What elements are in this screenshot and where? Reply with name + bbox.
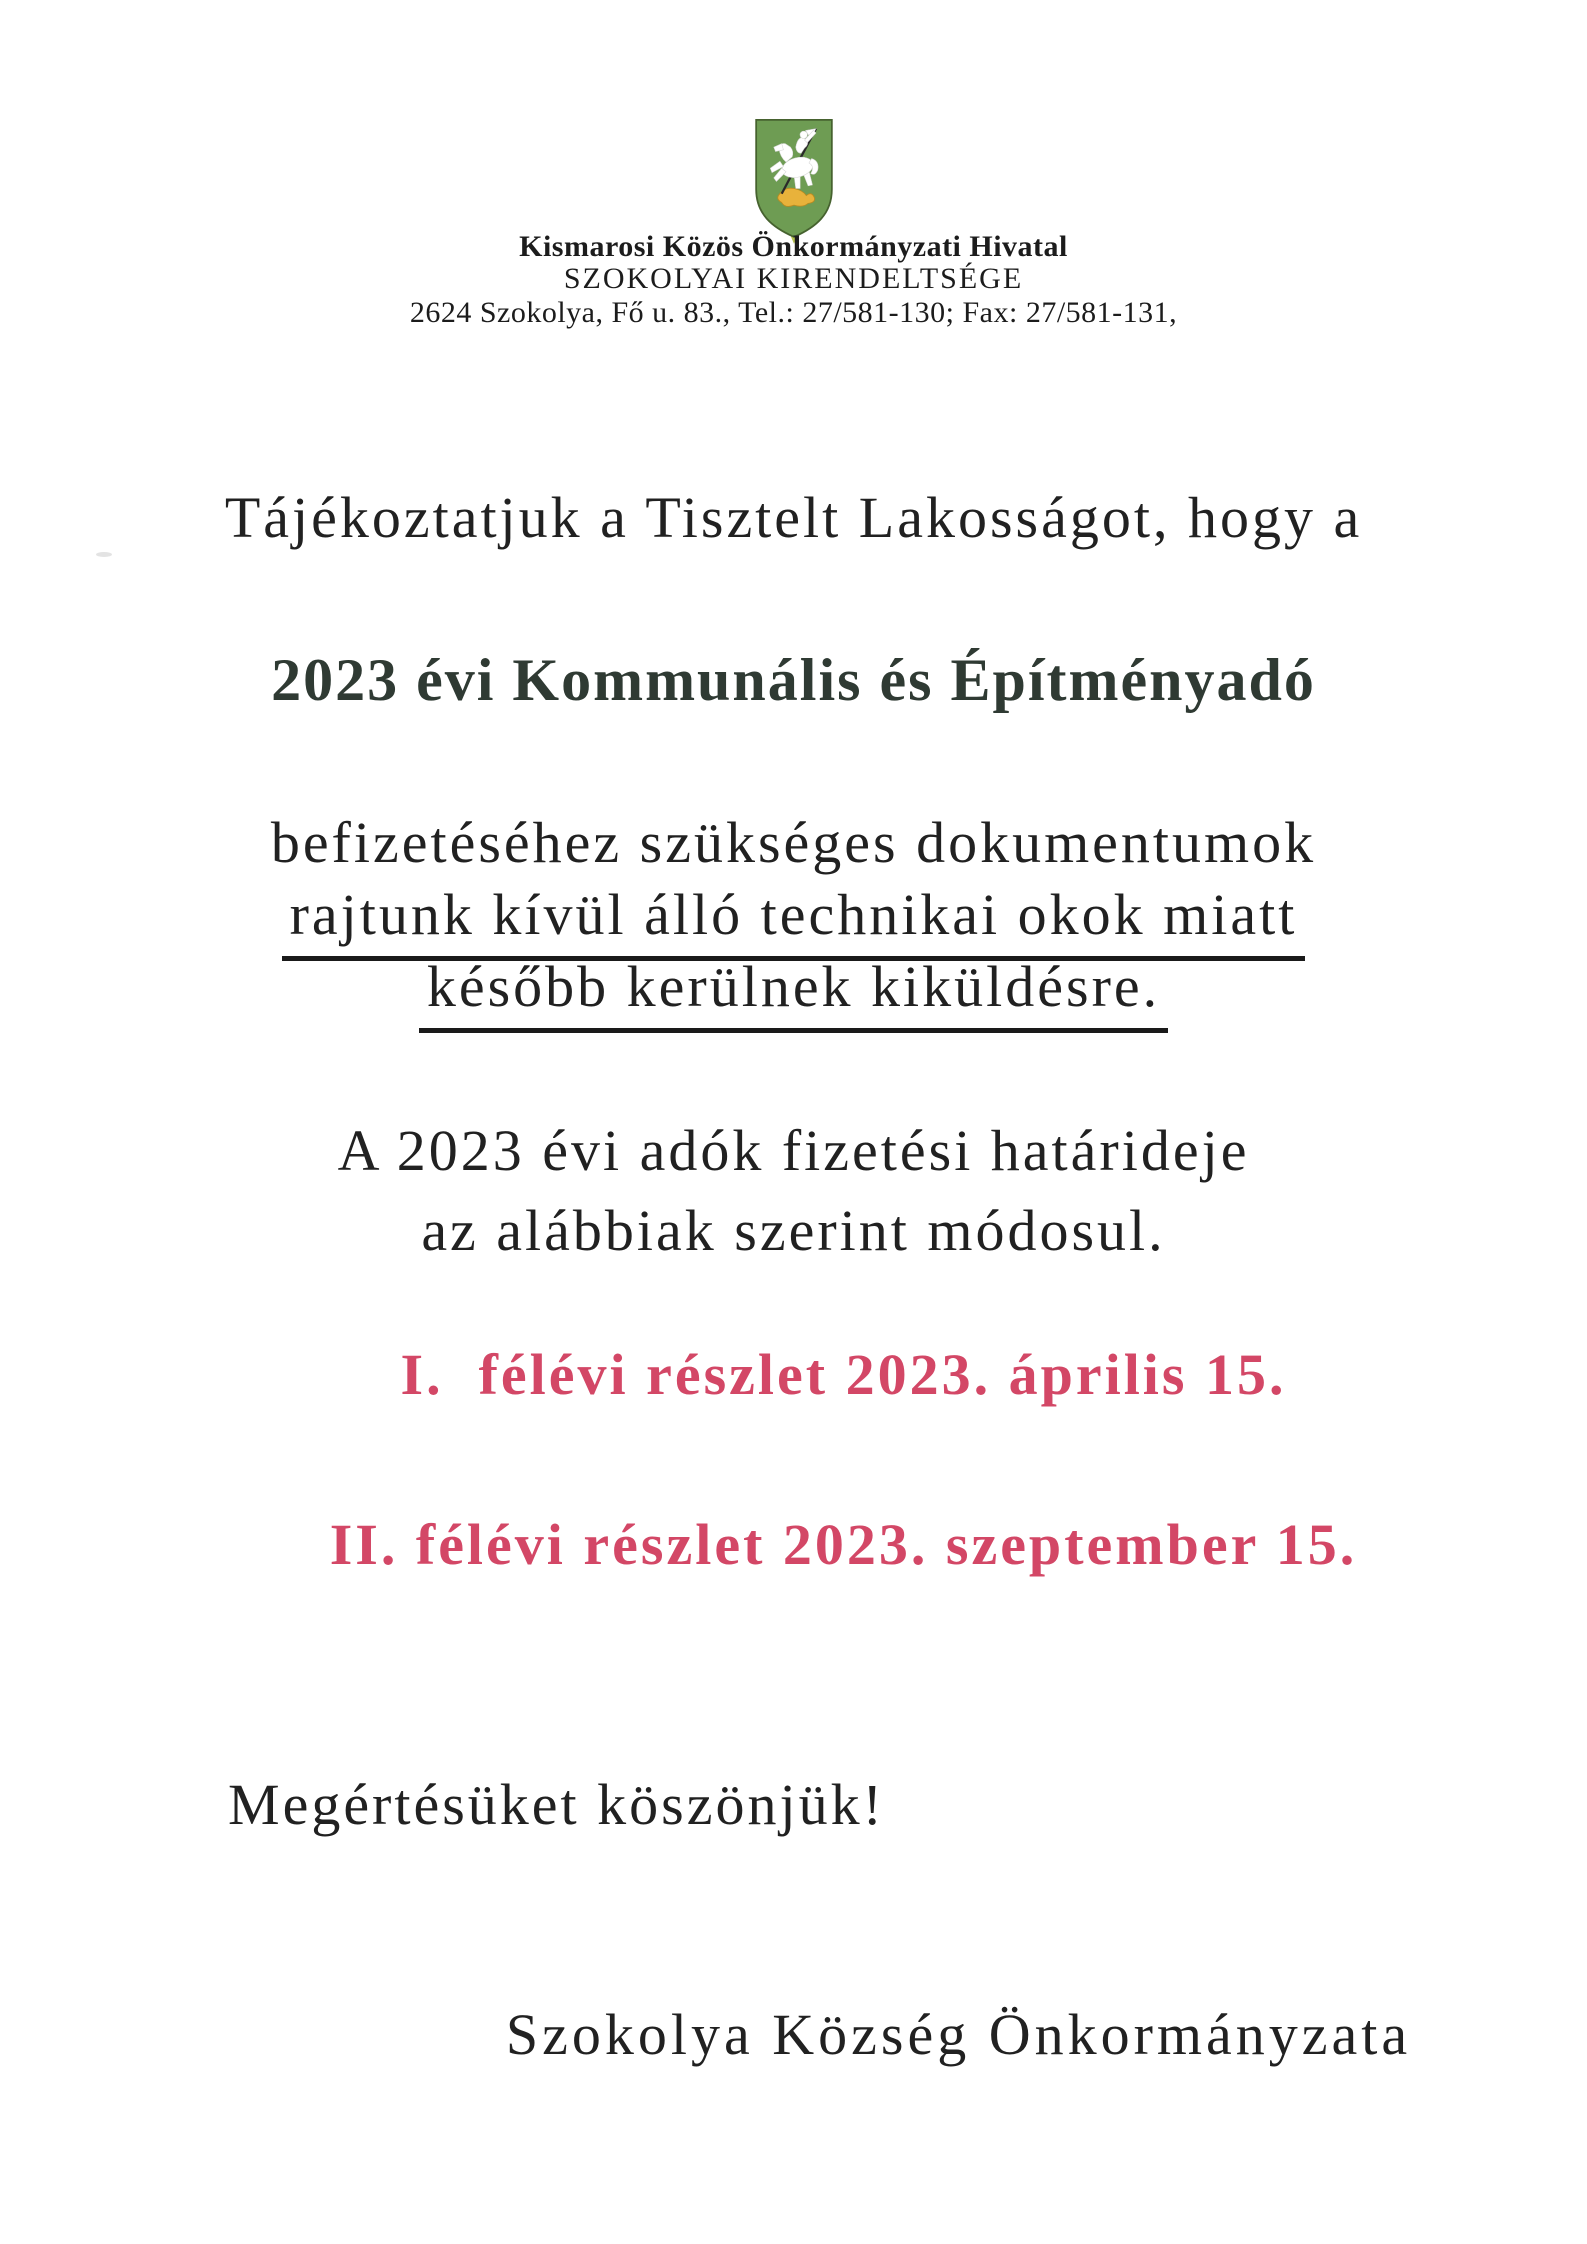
underlined-text-2: később kerülnek kiküldésre.	[419, 957, 1168, 1033]
paragraph-line-3	[0, 954, 1587, 1033]
scan-smudge	[96, 552, 112, 557]
org-name: Kismarosi Közös Önkormányzati Hivatal	[519, 230, 1068, 263]
underlined-text-1: rajtunk kívül álló technikai okok miatt	[282, 885, 1306, 961]
intro-line: Tájékoztatjuk a Tisztelt Lakosságot, hogy a	[224, 485, 1363, 550]
deadline-item-1: I. félévi részlet 2023. április 15.	[400, 1342, 1287, 1407]
branch-name: SZOKOLYAI KIRENDELTSÉGE	[563, 262, 1024, 295]
paragraph-line-1: befizetéséhez szükséges dokumentumok	[270, 810, 1317, 875]
address-line: 2624 Szokolya, Fő u. 83., Tel.: 27/581-130; Fax: 27/581-131,	[409, 296, 1178, 329]
thanks-line: Megértésüket köszönjük!	[228, 1772, 885, 1837]
deadline-intro-line-1: A 2023 évi adók fizetési határideje	[337, 1118, 1250, 1183]
deadline-item-2: II. félévi részlet 2023. szeptember 15.	[329, 1512, 1358, 1577]
municipal-coat-of-arms	[750, 116, 838, 246]
deadline-intro-line-2: az alábbiak szerint módosul.	[421, 1198, 1166, 1263]
shield-shape	[756, 120, 832, 237]
signature-line: Szokolya Község Önkormányzata	[505, 2002, 1412, 2067]
paragraph-line-2	[0, 882, 1587, 961]
subject-line: 2023 évi Kommunális és Építményadó	[271, 647, 1316, 713]
